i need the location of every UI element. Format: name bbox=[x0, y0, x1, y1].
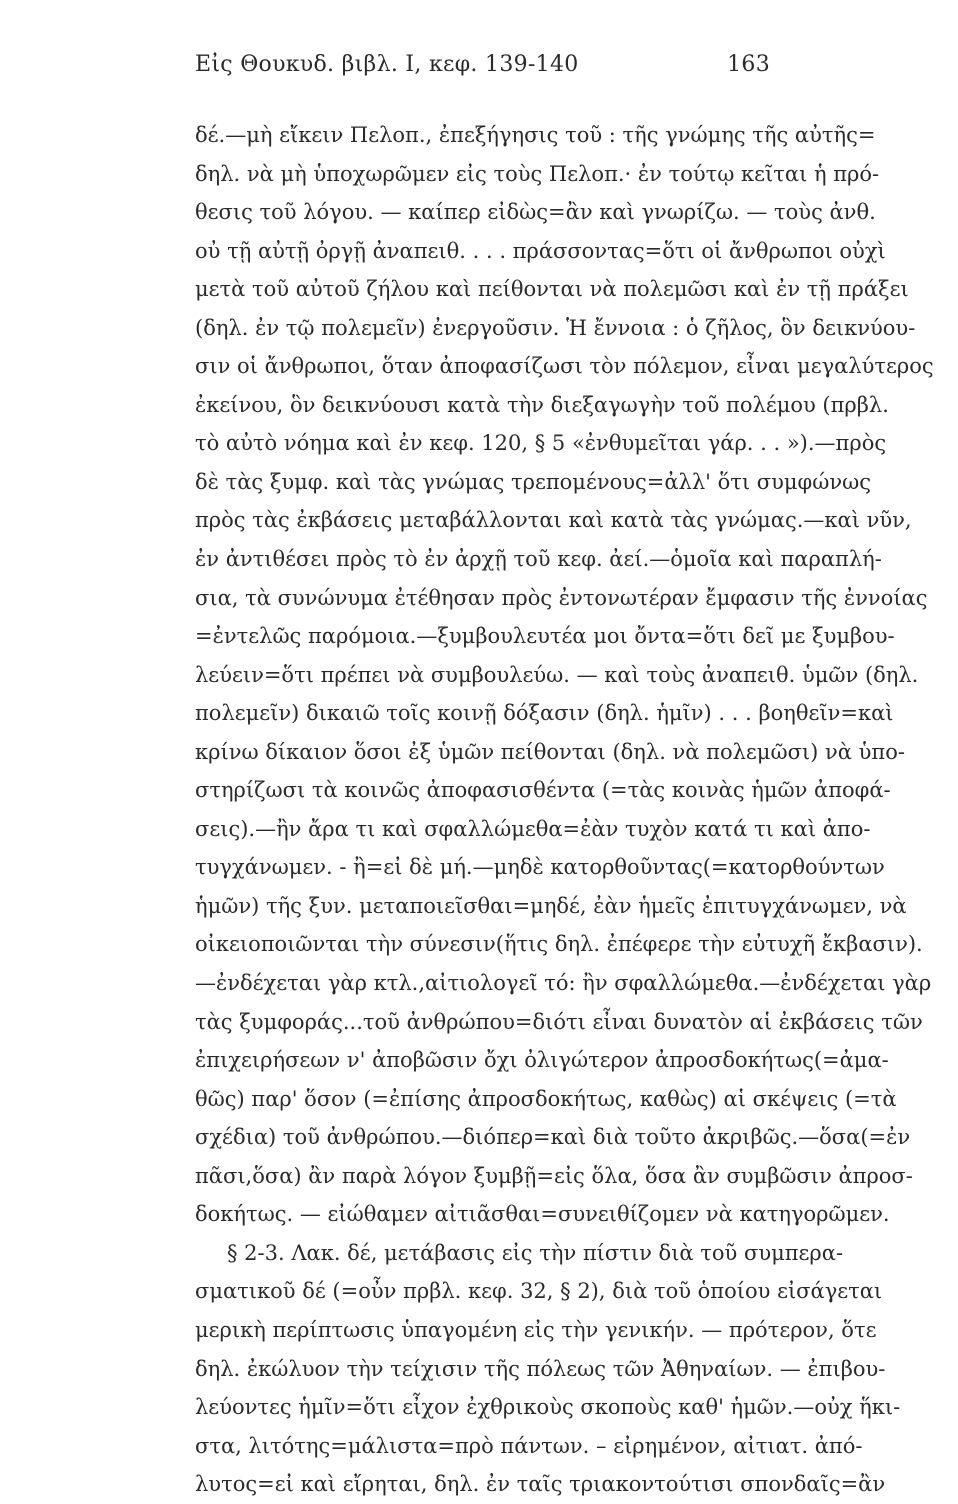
running-head bbox=[195, 52, 770, 92]
text-line: (δηλ. ἐν τῷ πολεμεῖν) ἐνεργοῦσιν. Ἡ ἔννοια : ὁ ζῆλος, ὃν δεικνύου- bbox=[195, 315, 916, 340]
text-line: κρίνω δίκαιον ὅσοι ἐξ ὑμῶν πείθονται (δηλ. νὰ πολεμῶσι) νὰ ὑπο- bbox=[195, 739, 905, 764]
text-line: λεύοντες ἡμῖν=ὅτι εἶχον ἐχθρικοὺς σκοποὺς καθ' ἡμῶν.—οὐχ ἥκι- bbox=[195, 1395, 901, 1420]
text-line: οὐ τῇ αὐτῇ ὀργῇ ἀναπειθ. . . . πράσσοντας=ὅτι οἱ ἄνθρωποι οὐχὶ bbox=[195, 238, 886, 263]
text-line: —ἐνδέχεται γὰρ κτλ.,αἰτιολογεῖ τό: ἢν σφαλλώμεθα.—ἐνδέχεται γὰρ bbox=[195, 971, 932, 996]
text-line: δηλ. νὰ μὴ ὑποχωρῶμεν εἰς τοὺς Πελοπ.· ἐν τούτῳ κεῖται ἡ πρό- bbox=[195, 161, 880, 186]
text-line: στηρίζωσι τὰ κοινῶς ἀποφασισθέντα (=τὰς κοινὰς ἡμῶν ἀποφά- bbox=[195, 778, 891, 803]
text-line: ἐπιχειρήσεων ν' ἀποβῶσιν ὄχι ὀλιγώτερον ἀπροσδοκήτως(=ἀμα- bbox=[195, 1048, 889, 1073]
text-line: ἡμῶν) τῆς ξυν. μεταποιεῖσθαι=μηδέ, ἐὰν ἡμεῖς ἐπιτυγχάνωμεν, νὰ bbox=[195, 893, 907, 918]
text-line: λεύειν=ὅτι πρέπει νὰ συμβουλεύω. — καὶ τοὺς ἀναπειθ. ὑμῶν (δηλ. bbox=[195, 662, 919, 687]
text-line: δοκήτως. — εἰώθαμεν αἰτιᾶσθαι=συνειθίζομεν νὰ κατηγορῶμεν. bbox=[195, 1202, 890, 1227]
text-line: τὰς ξυμφοράς...τοῦ ἀνθρώπου=διότι εἶναι δυνατὸν αἱ ἐκβάσεις τῶν bbox=[195, 1009, 923, 1034]
text-line: πᾶσι,ὅσα) ἂν παρὰ λόγον ξυμβῇ=εἰς ὅλα, ὅσα ἂν συμβῶσιν ἀπροσ- bbox=[195, 1163, 913, 1188]
text-line: λυτος=εἰ καὶ εἴρηται, δηλ. ἐν ταῖς τριακοντούτισι σπονδαῖς=ἂν bbox=[195, 1472, 886, 1497]
text-line: τυγχάνωμεν. - ἢ=εἰ δὲ μή.—μηδὲ κατορθοῦντας(=κατορθούντων bbox=[195, 855, 885, 880]
text-line: στα, λιτότης=μάλιστα=πρὸ πάντων. – εἰρημένον, αἰτιατ. ἀπό- bbox=[195, 1433, 863, 1458]
text-line: πολεμεῖν) δικαιῶ τοῖς κοινῇ δόξασιν (δηλ. ἡμῖν) . . . βοηθεῖν=καὶ bbox=[195, 701, 894, 726]
page-number: 163 bbox=[727, 52, 770, 77]
text-line: σια, τὰ συνώνυμα ἐτέθησαν πρὸς ἐντονωτέραν ἔμφασιν τῆς ἐννοίας bbox=[195, 585, 928, 610]
text-line: δηλ. ἐκώλυον τὴν τείχισιν τῆς πόλεως τῶν Ἀθηναίων. — ἐπιβου- bbox=[195, 1356, 886, 1381]
text-line: δὲ τὰς ξυμφ. καὶ τὰς γνώμας τρεπομένους=ἀλλ' ὅτι συμφώνως bbox=[195, 469, 872, 494]
running-head-title: Εἰς Θουκυδ. βιβλ. Ι, κεφ. 139-140 bbox=[195, 52, 579, 77]
text-line: σματικοῦ δέ (=οὖν πρβλ. κεφ. 32, § 2), διὰ τοῦ ὁποίου εἰσάγεται bbox=[195, 1279, 883, 1304]
text-line: τὸ αὐτὸ νόημα καὶ ἐν κεφ. 120, § 5 «ἐνθυμεῖται γάρ. . . »).—πρὸς bbox=[195, 431, 887, 456]
text-line: οἰκειοποιῶνται τὴν σύνεσιν(ἥτις δηλ. ἐπέφερε τὴν εὐτυχῆ ἔκβασιν). bbox=[195, 932, 923, 957]
text-line: σιν οἱ ἄνθρωποι, ὅταν ἀποφασίζωσι τὸν πόλεμον, εἶναι μεγαλύτερος bbox=[195, 354, 934, 379]
text-line: σεις).—ἢν ἄρα τι καὶ σφαλλώμεθα=ἐὰν τυχὸν κατά τι καὶ ἀπο- bbox=[195, 816, 871, 841]
text-line: δέ.—μὴ εἴκειν Πελοπ., ἐπεξήγησις τοῦ : τῆς γνώμης τῆς αὐτῆς= bbox=[195, 123, 876, 147]
text-line: ἐν ἀντιθέσει πρὸς τὸ ἐν ἀρχῇ τοῦ κεφ. ἀεί.—ὁμοῖα καὶ παραπλή- bbox=[195, 547, 882, 572]
text-line: =ἐντελῶς παρόμοια.—ξυμβουλευτέα μοι ὄντα=ὅτι δεῖ με ξυμβου- bbox=[195, 624, 895, 649]
text-line: ἐκείνου, ὃν δεικνύουσι κατὰ τὴν διεξαγωγὴν τοῦ πολέμου (πρβλ. bbox=[195, 392, 889, 417]
commentary-text bbox=[195, 116, 934, 1504]
text-line: σχέδια) τοῦ ἀνθρώπου.—διόπερ=καὶ διὰ τοῦτο ἀκριβῶς.—ὅσα(=ἐν bbox=[195, 1125, 911, 1150]
text-line: θεσις τοῦ λόγου. — καίπερ εἰδὼς=ἂν καὶ γνωρίζω. — τοὺς ἀνθ. bbox=[195, 200, 876, 225]
text-line: μετὰ τοῦ αὐτοῦ ζήλου καὶ πείθονται νὰ πολεμῶσι καὶ ἐν τῇ πράξει bbox=[195, 277, 909, 302]
text-line: θῶς) παρ' ὅσον (=ἐπίσης ἀπροσδοκήτως, καθὼς) αἱ σκέψεις (=τὰ bbox=[195, 1086, 897, 1111]
text-line: μερικὴ περίπτωσις ὑπαγομένη εἰς τὴν γενικήν. — πρότερον, ὅτε bbox=[195, 1317, 877, 1342]
section-start-line: § 2-3. Λακ. δέ, μετάβασις εἰς τὴν πίστιν διὰ τοῦ συμπερα- bbox=[227, 1240, 844, 1265]
text-line: πρὸς τὰς ἐκβάσεις μεταβάλλονται καὶ κατὰ τὰς γνώμας.—καὶ νῦν, bbox=[195, 508, 912, 533]
